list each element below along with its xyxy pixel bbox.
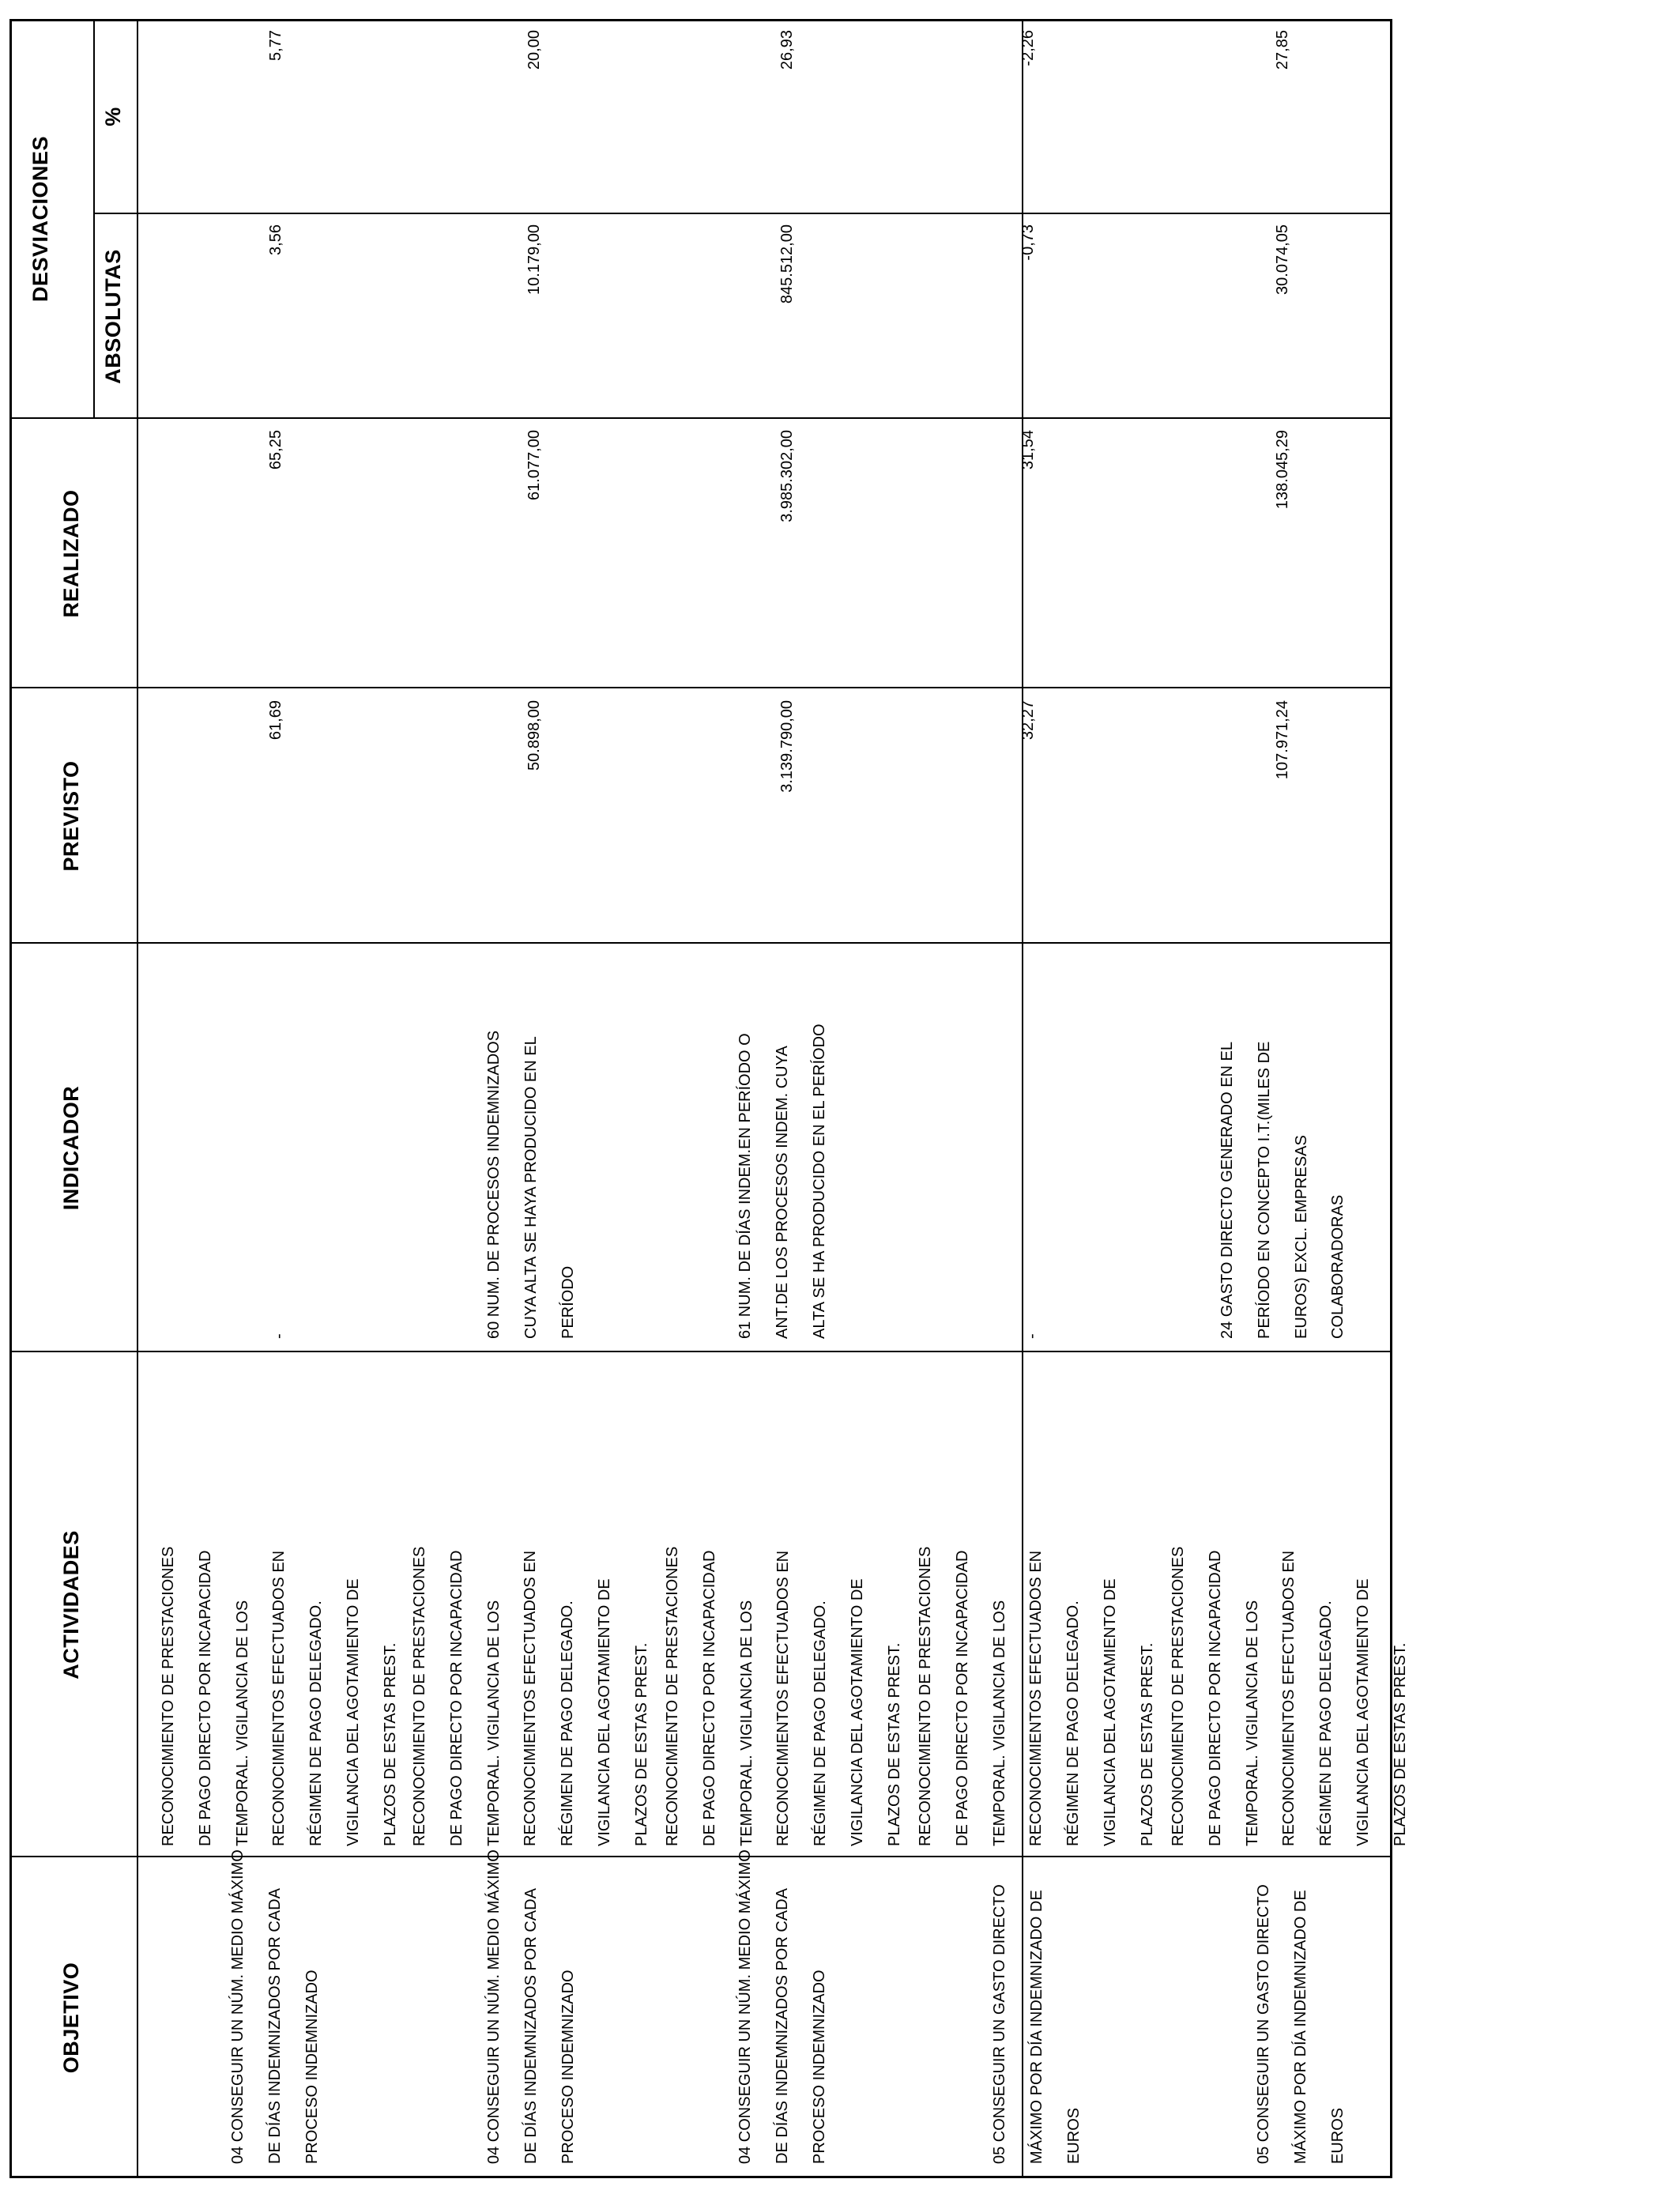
- header-porcentaje: %: [101, 107, 125, 126]
- row2-previsto: 50.898,00: [525, 700, 543, 771]
- row2-objetivo: 04 CONSEGUIR UN NÚM. MEDIO MÁXIMO DE DÍAS INDEMNIZADOS POR CADA PROCESO INDEMNIZADO: [485, 1849, 577, 2164]
- divider-desv-subheaders: [93, 19, 95, 419]
- row5-previsto: 107.971,24: [1274, 700, 1291, 780]
- row3-realizado: 3.985.302,00: [778, 430, 796, 522]
- row5-actividades: RECONOCIMIENTO DE PRESTACIONES DE PAGO DIRECTO POR INCAPACIDAD TEMPORAL. VIGILANCIA DE LOS RECONOCIMIENTOS EFECTUADOS EN RÉGIMEN DE PAGO DELEGADO. VIGILANCIA DEL AGOTAMIENTO DE PLAZOS DE ESTAS PREST.: [1170, 1546, 1409, 1846]
- row2-porcentaje: 20,00: [525, 30, 543, 70]
- table-frame: [9, 19, 1392, 2178]
- row5-realizado: 138.045,29: [1274, 430, 1291, 510]
- header-desviaciones: DESVIACIONES: [28, 135, 52, 303]
- divider-obj-act: [9, 1856, 1392, 1857]
- row1-realizado: 65,25: [267, 430, 284, 470]
- divider-ind-prev: [9, 942, 1392, 944]
- row4-absolutas: -0,73: [1019, 224, 1037, 261]
- row2-realizado: 61.077,00: [525, 430, 543, 500]
- header-divider: [137, 19, 138, 2178]
- row4-previsto: 32,27: [1019, 700, 1037, 741]
- row1-previsto: 61,69: [267, 700, 284, 741]
- row2-actividades: RECONOCIMIENTO DE PRESTACIONES DE PAGO DIRECTO POR INCAPACIDAD TEMPORAL. VIGILANCIA DE LOS RECONOCIMIENTOS EFECTUADOS EN RÉGIMEN DE PAGO DELEGADO. VIGILANCIA DEL AGOTAMIENTO DE PLAZOS DE ESTAS PREST.: [411, 1546, 650, 1846]
- row3-actividades: RECONOCIMIENTO DE PRESTACIONES DE PAGO DIRECTO POR INCAPACIDAD TEMPORAL. VIGILANCIA DE LOS RECONOCIMIENTOS EFECTUADOS EN RÉGIMEN DE PAGO DELEGADO. VIGILANCIA DEL AGOTAMIENTO DE PLAZOS DE ESTAS PREST.: [664, 1546, 903, 1846]
- row2-absolutas: 10.179,00: [525, 224, 543, 295]
- row4-realizado: 31,54: [1019, 430, 1037, 470]
- row3-previsto: 3.139.790,00: [778, 700, 796, 793]
- row4-indicador: -: [1023, 1333, 1041, 1339]
- header-objetivo: OBJETIVO: [59, 1962, 83, 2074]
- row3-absolutas: 845.512,00: [778, 224, 796, 304]
- row4-actividades: RECONOCIMIENTO DE PRESTACIONES DE PAGO DIRECTO POR INCAPACIDAD TEMPORAL. VIGILANCIA DE LOS RECONOCIMIENTOS EFECTUADOS EN RÉGIMEN DE PAGO DELEGADO. VIGILANCIA DEL AGOTAMIENTO DE PLAZOS DE ESTAS PREST.: [917, 1546, 1156, 1846]
- header-indicador: INDICADOR: [59, 1085, 83, 1211]
- row4-porcentaje: -2,26: [1019, 30, 1037, 66]
- header-realizado: REALIZADO: [59, 489, 83, 618]
- row3-indicador: 61 NUM. DE DÍAS INDEM.EN PERÍODO O ANT.DE LOS PROCESOS INDEM. CUYA ALTA SE HA PRODUCIDO EN EL PERÍODO: [736, 1023, 828, 1339]
- divider-prev-real: [9, 687, 1392, 688]
- row5-indicador: 24 GASTO DIRECTO GENERADO EN EL PERÍODO EN CONCEPTO I.T.(MILES DE EUROS) EXCL. EMPRESAS COLABORADORAS: [1219, 1041, 1347, 1339]
- row5-absolutas: 30.074,05: [1274, 224, 1291, 295]
- row2-indicador: 60 NUM. DE PROCESOS INDEMNIZADOS CUYA ALTA SE HAYA PRODUCIDO EN EL PERÍODO: [485, 1030, 577, 1339]
- row1-absolutas: 3,56: [267, 224, 284, 255]
- row5-porcentaje: 27,85: [1274, 30, 1291, 70]
- row1-porcentaje: 5,77: [267, 30, 284, 61]
- divider-abs-pct: [93, 213, 1392, 214]
- row1-actividades: RECONOCIMIENTO DE PRESTACIONES DE PAGO DIRECTO POR INCAPACIDAD TEMPORAL. VIGILANCIA DE LOS RECONOCIMIENTOS EFECTUADOS EN RÉGIMEN DE PAGO DELEGADO. VIGILANCIA DEL AGOTAMIENTO DE PLAZOS DE ESTAS PREST.: [160, 1546, 399, 1846]
- header-actividades: ACTIVIDADES: [59, 1530, 83, 1679]
- row4-objetivo: 05 CONSEGUIR UN GASTO DIRECTO MÁXIMO POR DÍA INDEMNIZADO DE EUROS: [991, 1884, 1083, 2164]
- divider-act-ind: [9, 1351, 1392, 1352]
- header-absolutas: ABSOLUTAS: [101, 249, 125, 384]
- row3-porcentaje: 26,93: [778, 30, 796, 70]
- row3-objetivo: 04 CONSEGUIR UN NÚM. MEDIO MÁXIMO DE DÍAS INDEMNIZADOS POR CADA PROCESO INDEMNIZADO: [736, 1849, 828, 2164]
- divider-real-desv: [9, 417, 1392, 419]
- row1-objetivo: 04 CONSEGUIR UN NÚM. MEDIO MÁXIMO DE DÍAS INDEMNIZADOS POR CADA PROCESO INDEMNIZADO: [229, 1849, 321, 2164]
- row1-indicador: -: [270, 1333, 288, 1339]
- row5-objetivo: 05 CONSEGUIR UN GASTO DIRECTO MÁXIMO POR DÍA INDEMNIZADO DE EUROS: [1255, 1884, 1347, 2164]
- header-previsto: PREVISTO: [59, 760, 83, 872]
